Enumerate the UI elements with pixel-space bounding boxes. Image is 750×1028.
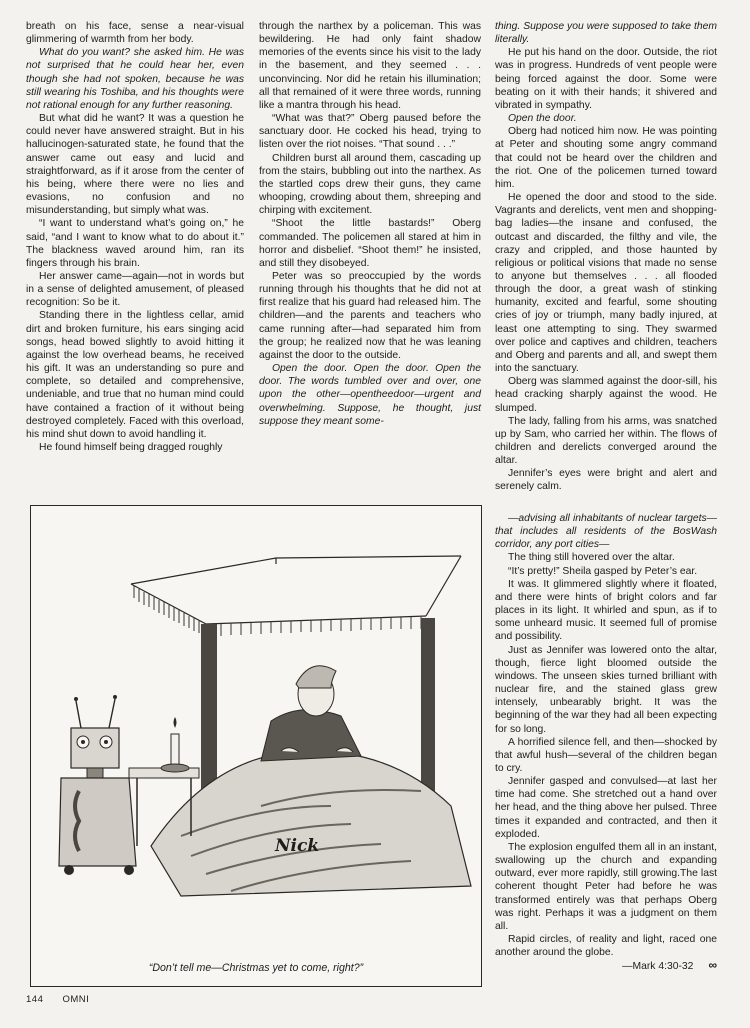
- text-column-3: [495, 20, 717, 494]
- paragraph: A horrified silence fell, and then—shocked by that awful hush—several of the children began to cry.: [495, 736, 717, 774]
- paragraph: It was. It glimmered slightly where it floated, and there were hints of bright colors and far places in its light. It whirled and spun, as if to some unheard music. It seemed full of promise and possibility.: [495, 578, 717, 643]
- paragraph: The lady, falling from his arms, was snatched up by Sam, who carried her within. The flows of children and derelicts converged around the altar.: [495, 415, 717, 467]
- paragraph: “Shoot the little bastards!” Oberg commanded. The policemen all stared at him in horror and disbelief. “Shoot them!” he insisted, and still they disobeyed.: [259, 218, 481, 269]
- paragraph: “It’s pretty!” Sheila gasped by Peter’s ear.: [508, 565, 698, 577]
- paragraph: —advising all inhabitants of nuclear targets—that includes all residents of the BosWash corridor, any port cities—: [495, 513, 717, 551]
- paragraph: breath on his face, sense a near-visual glimmering of warmth from her body.: [26, 21, 244, 46]
- page-number: 144: [26, 994, 44, 1005]
- paragraph: Open the door.: [508, 113, 577, 125]
- paragraph: He put his hand on the door. Outside, the riot was in progress. Hundreds of vent people were being forced against the door. Some were beating on it with their hands; it shivered and vibrated in sympathy.: [495, 47, 717, 111]
- attribution-text: —Mark 4:30-32: [622, 961, 694, 973]
- paragraph: He found himself being dragged roughly: [39, 442, 223, 453]
- paragraph: Standing there in the lightless cellar, amid dirt and broken furniture, his ears singing acid songs, head bowed slightly to avoid hitting it against the low overhead beams, he received his gift. It was an understanding so pure and complete, so detailed and comprehensive, undeniable, and true that no human mind could have contained a fraction of it without being destroyed completely. Faced with this overload, his mind shut down to avoid handling it.: [26, 310, 244, 440]
- paragraph: thing. Suppose you were supposed to take them literally.: [495, 21, 717, 46]
- bed-post-right: [421, 618, 435, 808]
- magazine-name: OMNI: [62, 994, 90, 1005]
- paragraph: Rapid circles, of reality and light, raced one another around the globe.: [495, 934, 717, 959]
- cartoon-illustration: [31, 506, 481, 986]
- paragraph: He opened the door and stood to the side. Vagrants and derelicts, vent men and shopping-bag ladies—the insane and confused, the outcast and discarded, the filthy and vile, the crazy and crippled, and those haunted by religious or political visions that made no sense to anyone but themselves . . . all flooded through the door, a great wash of stinking humanity, excited and fearful, some shouting cries of joy or triumph, many badly injured, at least one attempting to sing. They swarmed over police and captives and children, teachers and Oberg and parents and all, and swept them into the sanctuary.: [495, 192, 717, 375]
- canopy-fringe: [134, 586, 421, 636]
- page-folio: [26, 994, 105, 1005]
- cartoon-caption: “Don’t tell me—Christmas yet to come, right?”: [148, 962, 364, 974]
- paragraph: Oberg had noticed him now. He was pointing at Peter and shouting some angry command that could not be heard over the children and the riot. One of the policemen turned toward him.: [495, 126, 717, 190]
- paragraph: Her answer came—again—not in words but in a sense of delighted amusement, of pleased recognition: So be it.: [26, 270, 244, 309]
- paragraph: Oberg was slammed against the door-sill, his head cracking sharply against the wood. He slumped.: [495, 376, 717, 414]
- paragraph: Open the door. Open the door. Open the door. The words tumbled over and over, one upon the other—opentheedoor—urgent and overwhelming. Suppose, he thought, just suppose they meant some-: [259, 363, 481, 427]
- paragraph: What do you want? she asked him. He was not surprised that he could hear her, even though she had not spoken, because he was still wearing his Toshiba, and his thoughts were not rational enough for any further reasoning.: [26, 47, 244, 111]
- paragraph: Jennifer gasped and convulsed—at last her time had come. She stretched out a hand over her head, and the thing above her pulsed. Three times it expanded and contracted, and then it exploded.: [495, 776, 717, 840]
- paragraph: through the narthex by a policeman. This was bewildering. He had only faint shadow memories of the events since his visit to the lady in the basement, and they seemed . . . unconvincing. Nor did he retain his illumination; all that remained of it were three words, running like a mantra through his head.: [259, 21, 481, 111]
- man-in-bed: [261, 666, 361, 761]
- robot: [59, 695, 136, 875]
- end-mark-icon: ∞: [708, 958, 717, 973]
- text-column-1: [26, 20, 244, 454]
- cartoon-panel: [30, 505, 482, 987]
- paragraph: “What was that?” Oberg paused before the sanctuary door. He cocked his head, trying to listen over the riot noises. “That sound . . .”: [259, 113, 481, 151]
- paragraph: But what did he want? It was a question he could never have answered straight. But in his hallucinogen-saturated state, he found that the answer came out easy and lucid and straightforward, as if it arose from the center of his being, where there were no lies and evasions, no confusion and no misunderstanding, but simply what was.: [26, 113, 244, 217]
- text-column-3-lower: [495, 512, 717, 973]
- paragraph: The explosion engulfed them all in an instant, swallowing up the church and expanding outward, ever more rapidly, still growing.The last coherent thought Peter had before he was transformed entirely was that perhaps Oberg was right. Perhaps it was a judgment on them all.: [495, 841, 717, 932]
- text-column-2: [259, 20, 481, 428]
- bed-canopy: [131, 556, 461, 624]
- paragraph: “I want to understand what’s going on,” he said, “and I want to know what to do about it.” The blackness waved around him, ran its fingers through his brain.: [26, 218, 244, 269]
- paragraph: The thing still hovered over the altar.: [508, 552, 675, 564]
- artist-signature: Nick: [275, 836, 320, 856]
- paragraph: Children burst all around them, cascading up from the stairs, bubbling out into the narthex. As the startled cops drew their guns, they came whooping, crowding about them, shreeping and chirping with excitement.: [259, 152, 481, 217]
- attribution: [495, 959, 717, 973]
- paragraph: Jennifer’s eyes were bright and alert and serenely calm.: [495, 468, 717, 493]
- paragraph: Peter was so preoccupied by the words running through his thoughts that he did not at first realize that his guard had released him. The children—and the parents and teachers who came running after—had separated him from the group; he realized now that he was leaning against the door to the outside.: [259, 270, 481, 361]
- paragraph: Just as Jennifer was lowered onto the altar, though, fierce light bloomed outside the windows. The unseen skies turned brilliant with nuclear fire, and the stained glass grew intensely, unbearably bright. It was the beginning of the war they had all been expecting for so long.: [495, 644, 717, 735]
